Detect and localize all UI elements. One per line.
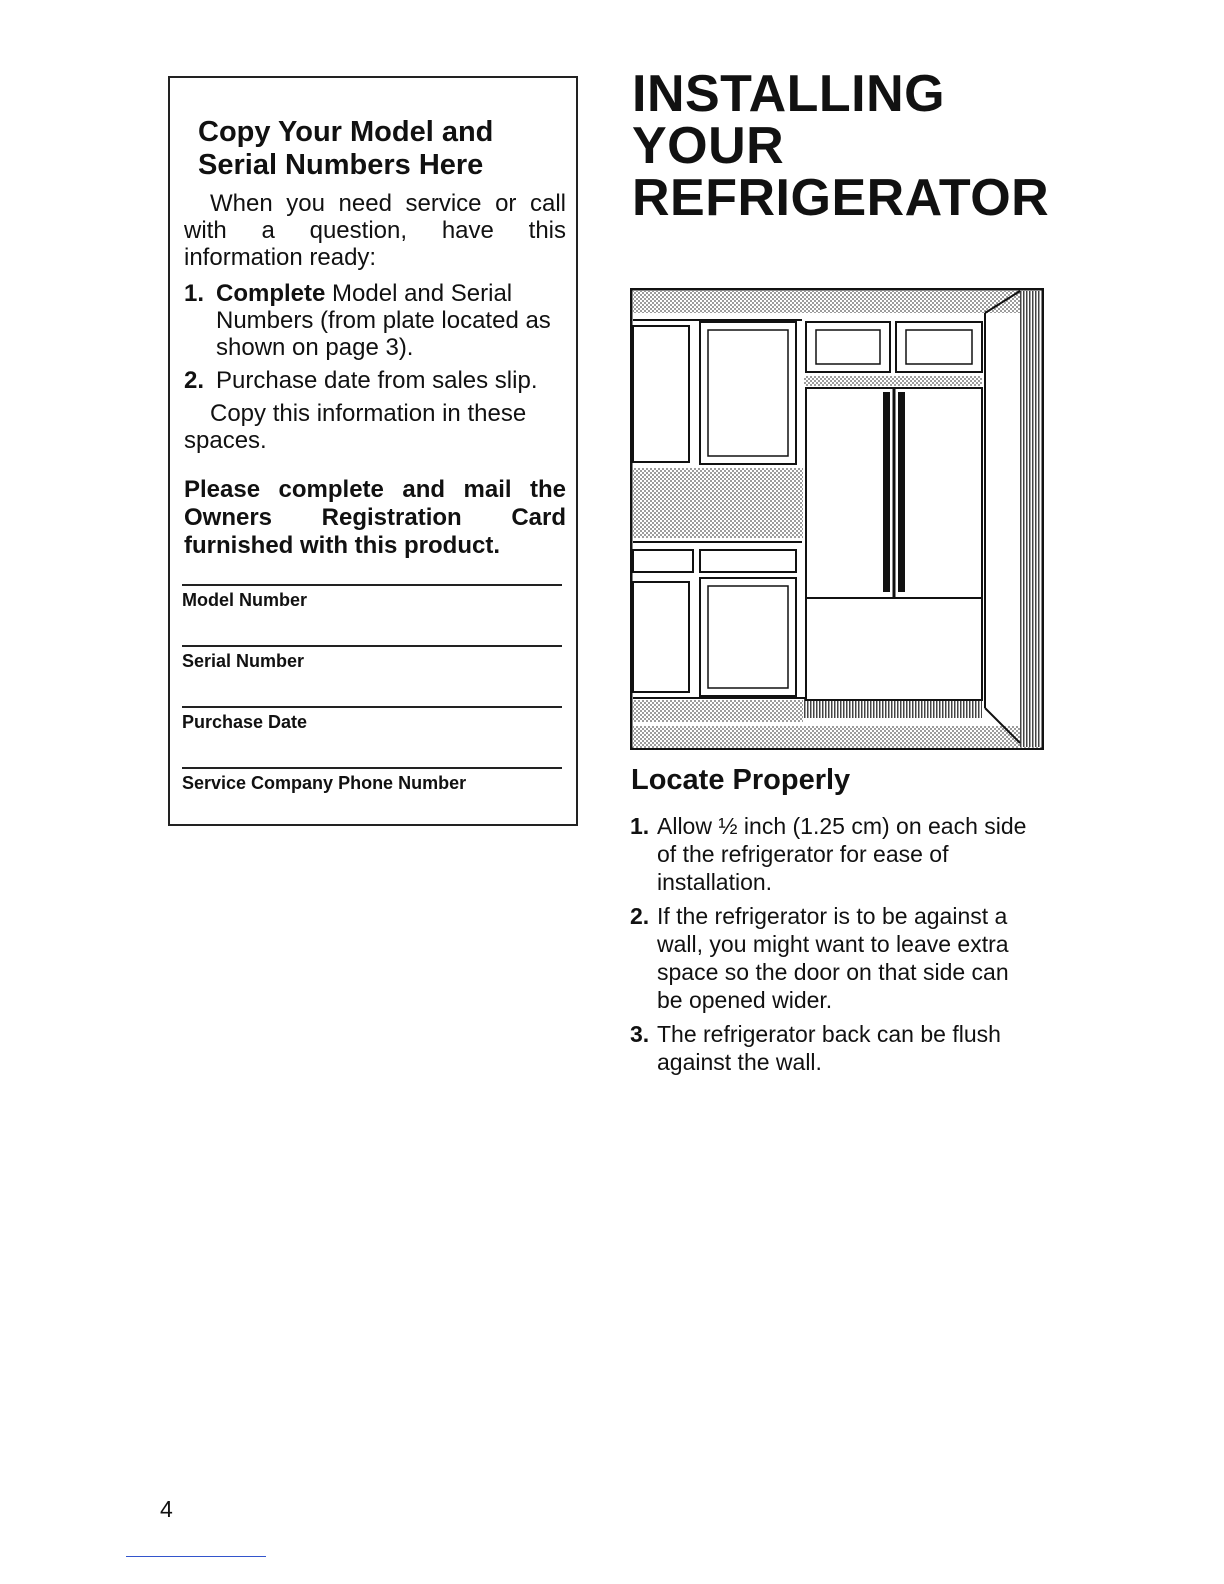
record-step [184, 280, 566, 361]
locate-item-text: Allow ½ inch (1.25 cm) on each side of the refrigerator for ease of installation. [657, 813, 1027, 895]
locate-item-text: The refrigerator back can be flush against the wall. [657, 1021, 1001, 1075]
page-title-line2: YOUR [632, 117, 785, 175]
record-info-box [168, 76, 578, 826]
locate-item-number: 2. [630, 903, 650, 929]
bottom-rule [126, 1556, 266, 1557]
locate-list [630, 812, 1040, 1082]
refrigerator-illustration [630, 288, 1044, 750]
record-box-title [198, 116, 568, 182]
page-number: 4 [160, 1496, 173, 1522]
locate-item-number: 1. [630, 813, 650, 839]
locate-item [630, 812, 1040, 896]
locate-item-text: If the refrigerator is to be against a wall, you might want to leave extra space so the door on that side can be opened wider. [657, 903, 1009, 1013]
record-box-title-line1: Copy Your Model and [198, 116, 494, 148]
record-step-lead: Complete [216, 280, 326, 307]
page-title-line1: INSTALLING [632, 65, 946, 123]
serial-number-field[interactable]: Serial Number [182, 645, 562, 672]
copy-note: Copy this information in these spaces. [184, 400, 527, 454]
record-step-number: 1. [184, 280, 205, 307]
record-box-title-line2: Serial Numbers Here [198, 149, 484, 181]
locate-item [630, 1020, 1040, 1076]
service-phone-field[interactable]: Service Company Phone Number [182, 767, 562, 794]
locate-item-number: 3. [630, 1021, 650, 1047]
page-title [632, 65, 1052, 227]
record-step [184, 367, 566, 394]
record-step-number: 2. [184, 367, 205, 394]
record-step-text: Model and Serial Numbers (from plate located as shown on page 3). [216, 280, 551, 361]
record-box-intro: When you need service or call with a question, have this information ready: [184, 190, 566, 271]
model-number-field[interactable]: Model Number [182, 584, 562, 611]
locate-item [630, 902, 1040, 1014]
record-steps-list [184, 280, 566, 400]
purchase-date-field[interactable]: Purchase Date [182, 706, 562, 733]
page-title-line3: REFRIGERATOR [632, 169, 1050, 227]
registration-card-note: Please complete and mail the Owners Registration Card furnished with this product. [184, 476, 566, 559]
record-step-text: Purchase date from sales slip. [216, 367, 538, 394]
locate-heading: Locate Properly [631, 764, 851, 796]
